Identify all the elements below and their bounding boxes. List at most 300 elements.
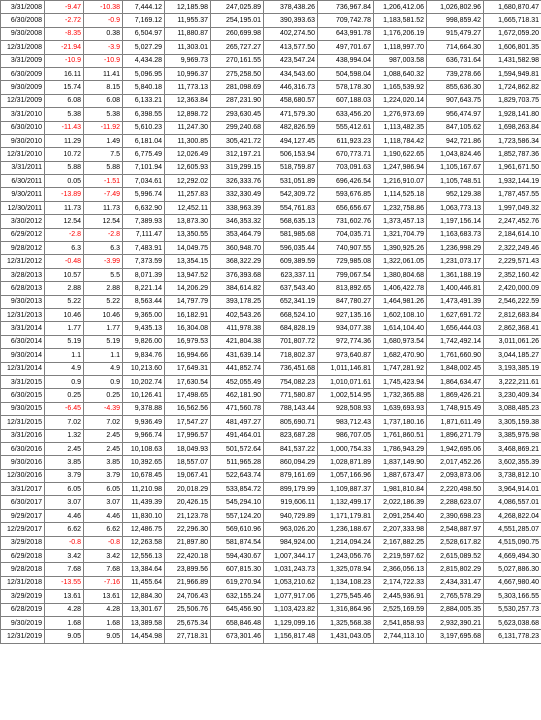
table-cell[interactable]: 5.5: [84, 268, 123, 281]
table-cell[interactable]: 545,294.10: [211, 496, 264, 509]
table-cell[interactable]: 633,456.20: [318, 108, 374, 121]
table-cell[interactable]: 270,161.55: [211, 54, 264, 67]
table-cell[interactable]: 6.08: [84, 94, 123, 107]
table-cell[interactable]: 652,341.19: [264, 295, 318, 308]
table-cell[interactable]: 1.1: [84, 349, 123, 362]
table-cell[interactable]: 5.22: [45, 295, 84, 308]
table-cell[interactable]: 4.46: [84, 509, 123, 522]
table-cell[interactable]: 2,017,452.26: [427, 456, 484, 469]
date-cell[interactable]: 12/30/2011: [1, 201, 45, 214]
table-cell[interactable]: 6.62: [45, 523, 84, 536]
table-cell[interactable]: 4,268,822.04: [484, 509, 541, 522]
date-cell[interactable]: 6/30/2016: [1, 442, 45, 455]
table-cell[interactable]: 754,082.23: [264, 375, 318, 388]
date-cell[interactable]: 3/31/2009: [1, 54, 45, 67]
table-cell[interactable]: 6,133.21: [123, 94, 165, 107]
table-cell[interactable]: 16,994.66: [165, 349, 211, 362]
table-cell[interactable]: -10.38: [84, 1, 123, 14]
table-cell[interactable]: 438,994.04: [318, 54, 374, 67]
date-cell[interactable]: 12/29/2017: [1, 523, 45, 536]
table-cell[interactable]: 11,300.85: [165, 134, 211, 147]
table-cell[interactable]: 636,731.64: [427, 54, 484, 67]
table-cell[interactable]: 972,774.36: [318, 335, 374, 348]
table-cell[interactable]: 11.29: [45, 134, 84, 147]
table-cell[interactable]: 17,630.54: [165, 375, 211, 388]
table-cell[interactable]: 319,299.15: [211, 161, 264, 174]
table-cell[interactable]: 542,309.72: [264, 188, 318, 201]
table-cell[interactable]: 813,892.65: [318, 282, 374, 295]
table-cell[interactable]: 14,797.79: [165, 295, 211, 308]
table-cell[interactable]: 1,390,925.26: [374, 242, 427, 255]
date-cell[interactable]: 3/31/2016: [1, 429, 45, 442]
table-cell[interactable]: 1,156,817.48: [264, 630, 318, 643]
table-cell[interactable]: 1,981,810.84: [374, 483, 427, 496]
table-cell[interactable]: -7.16: [84, 576, 123, 589]
table-cell[interactable]: 983,712.43: [318, 416, 374, 429]
table-cell[interactable]: 1,606,801.35: [484, 41, 541, 54]
table-cell[interactable]: 1,026,802.96: [427, 1, 484, 14]
table-cell[interactable]: 390,393.63: [264, 14, 318, 27]
table-cell[interactable]: 998,859.42: [427, 14, 484, 27]
table-cell[interactable]: 673,301.46: [211, 630, 264, 643]
table-cell[interactable]: 963,026.20: [264, 523, 318, 536]
table-cell[interactable]: 1,057,166.96: [318, 469, 374, 482]
table-cell[interactable]: 16,562.56: [165, 402, 211, 415]
table-cell[interactable]: 1,732,365.88: [374, 389, 427, 402]
table-cell[interactable]: 736,967.84: [318, 1, 374, 14]
table-cell[interactable]: 2,288,623.07: [427, 496, 484, 509]
table-cell[interactable]: 3,230,409.34: [484, 389, 541, 402]
table-cell[interactable]: 20,426.15: [165, 496, 211, 509]
table-cell[interactable]: 11.73: [45, 201, 84, 214]
table-cell[interactable]: 0.38: [84, 27, 123, 40]
table-cell[interactable]: 13.61: [45, 590, 84, 603]
table-cell[interactable]: 1,896,271.79: [427, 429, 484, 442]
table-cell[interactable]: 471,560.78: [211, 402, 264, 415]
table-cell[interactable]: 522,643.74: [211, 469, 264, 482]
table-cell[interactable]: 4.46: [45, 509, 84, 522]
table-cell[interactable]: 645,456.90: [211, 603, 264, 616]
table-cell[interactable]: 275,258.50: [211, 67, 264, 80]
table-cell[interactable]: 471,579.30: [264, 108, 318, 121]
table-cell[interactable]: 3,193,385.19: [484, 362, 541, 375]
table-cell[interactable]: 8,563.44: [123, 295, 165, 308]
table-cell[interactable]: 8,221.14: [123, 282, 165, 295]
date-cell[interactable]: 3/31/2015: [1, 375, 45, 388]
date-cell[interactable]: 9/30/2011: [1, 188, 45, 201]
table-cell[interactable]: 1,745,423.94: [374, 375, 427, 388]
table-cell[interactable]: 497,701.67: [318, 41, 374, 54]
table-cell[interactable]: 1,464,981.26: [374, 295, 427, 308]
table-cell[interactable]: 847,105.62: [427, 121, 484, 134]
table-cell[interactable]: 5.88: [45, 161, 84, 174]
table-cell[interactable]: 2,352,160.42: [484, 268, 541, 281]
table-cell[interactable]: 596,035.44: [264, 242, 318, 255]
table-cell[interactable]: -1.51: [84, 175, 123, 188]
table-cell[interactable]: 899,179.99: [264, 483, 318, 496]
table-cell[interactable]: 254,195.01: [211, 14, 264, 27]
table-cell[interactable]: 1,275,545.46: [318, 590, 374, 603]
table-cell[interactable]: 441,852.74: [211, 362, 264, 375]
table-cell[interactable]: 518,759.87: [264, 161, 318, 174]
table-cell[interactable]: 1,325,078.94: [318, 563, 374, 576]
table-cell[interactable]: 2,091,254.40: [374, 509, 427, 522]
table-cell[interactable]: 6,775.49: [123, 148, 165, 161]
table-cell[interactable]: 9,378.88: [123, 402, 165, 415]
table-cell[interactable]: -0.8: [45, 536, 84, 549]
table-cell[interactable]: 6.08: [45, 94, 84, 107]
table-cell[interactable]: 2,548,887.97: [427, 523, 484, 536]
table-cell[interactable]: 1,361,188.19: [427, 268, 484, 281]
table-cell[interactable]: 6,131,778.23: [484, 630, 541, 643]
table-cell[interactable]: 1,232,758.86: [374, 201, 427, 214]
table-cell[interactable]: 14,049.75: [165, 242, 211, 255]
table-cell[interactable]: 2,615,089.52: [427, 550, 484, 563]
table-cell[interactable]: 446,316.73: [264, 81, 318, 94]
date-cell[interactable]: 12/31/2012: [1, 255, 45, 268]
table-cell[interactable]: 1.77: [45, 322, 84, 335]
table-cell[interactable]: 7,444.12: [123, 1, 165, 14]
date-cell[interactable]: 9/30/2019: [1, 616, 45, 629]
table-cell[interactable]: 8.15: [84, 81, 123, 94]
table-cell[interactable]: 1,928,141.80: [484, 108, 541, 121]
table-cell[interactable]: 1,848,002.45: [427, 362, 484, 375]
table-cell[interactable]: 3,738,812.10: [484, 469, 541, 482]
table-cell[interactable]: 2,093,873.06: [427, 469, 484, 482]
table-cell[interactable]: 1,236,998.29: [427, 242, 484, 255]
table-cell[interactable]: 17,996.57: [165, 429, 211, 442]
table-cell[interactable]: 594,430.67: [211, 550, 264, 563]
table-cell[interactable]: 13,350.55: [165, 228, 211, 241]
table-cell[interactable]: 1,322,061.05: [374, 255, 427, 268]
table-cell[interactable]: 4.9: [84, 362, 123, 375]
table-cell[interactable]: 1,236,188.67: [318, 523, 374, 536]
table-cell[interactable]: 511,965.28: [211, 456, 264, 469]
table-cell[interactable]: 1.68: [45, 616, 84, 629]
table-cell[interactable]: 16.11: [45, 67, 84, 80]
table-cell[interactable]: 5,840.18: [123, 81, 165, 94]
date-cell[interactable]: 6/30/2010: [1, 121, 45, 134]
table-cell[interactable]: 1,787,457.55: [484, 188, 541, 201]
date-cell[interactable]: 6/29/2012: [1, 228, 45, 241]
table-cell[interactable]: 4,515,090.75: [484, 536, 541, 549]
table-cell[interactable]: 1.32: [45, 429, 84, 442]
table-cell[interactable]: 696,426.54: [318, 175, 374, 188]
table-cell[interactable]: 1,724,862.82: [484, 81, 541, 94]
table-cell[interactable]: 619,270.94: [211, 576, 264, 589]
table-cell[interactable]: 5,610.23: [123, 121, 165, 134]
table-cell[interactable]: 6.62: [84, 523, 123, 536]
date-cell[interactable]: 6/30/2009: [1, 67, 45, 80]
date-cell[interactable]: 3/31/2011: [1, 161, 45, 174]
table-cell[interactable]: 25,675.34: [165, 616, 211, 629]
table-cell[interactable]: 1,176,206.19: [374, 27, 427, 40]
table-cell[interactable]: 12,556.13: [123, 550, 165, 563]
table-cell[interactable]: 3.79: [84, 469, 123, 482]
table-cell[interactable]: 12.54: [84, 215, 123, 228]
date-cell[interactable]: 3/29/2018: [1, 536, 45, 549]
table-cell[interactable]: 2,765,578.29: [427, 590, 484, 603]
table-cell[interactable]: 703,091.63: [318, 161, 374, 174]
table-cell[interactable]: 1,431,043.05: [318, 630, 374, 643]
table-cell[interactable]: 3,468,869.21: [484, 442, 541, 455]
table-cell[interactable]: 2,744,113.10: [374, 630, 427, 643]
table-cell[interactable]: 11,880.87: [165, 27, 211, 40]
table-cell[interactable]: 555,412.61: [318, 121, 374, 134]
table-cell[interactable]: 7,389.93: [123, 215, 165, 228]
table-cell[interactable]: 7.5: [84, 148, 123, 161]
date-cell[interactable]: 3/29/2019: [1, 590, 45, 603]
table-cell[interactable]: 879,161.69: [264, 469, 318, 482]
date-cell[interactable]: 12/31/2014: [1, 362, 45, 375]
table-cell[interactable]: 11,210.98: [123, 483, 165, 496]
table-cell[interactable]: 0.25: [84, 389, 123, 402]
table-cell[interactable]: 1,214,094.24: [318, 536, 374, 549]
table-cell[interactable]: 581,985.68: [264, 228, 318, 241]
table-cell[interactable]: 1,761,860.51: [374, 429, 427, 442]
table-cell[interactable]: 578,178.30: [318, 81, 374, 94]
table-cell[interactable]: 12.54: [45, 215, 84, 228]
date-cell[interactable]: 12/31/2008: [1, 41, 45, 54]
table-cell[interactable]: 10.72: [45, 148, 84, 161]
table-cell[interactable]: 1,961,671.50: [484, 161, 541, 174]
table-cell[interactable]: 281,098.69: [211, 81, 264, 94]
table-cell[interactable]: 6.3: [45, 242, 84, 255]
table-cell[interactable]: 632,155.24: [211, 590, 264, 603]
table-cell[interactable]: 1,473,491.39: [427, 295, 484, 308]
table-cell[interactable]: 1,088,640.32: [374, 67, 427, 80]
table-cell[interactable]: 12,363.84: [165, 94, 211, 107]
table-cell[interactable]: 11.41: [84, 67, 123, 80]
table-cell[interactable]: 1,672,059.20: [484, 27, 541, 40]
table-cell[interactable]: 21,966.89: [165, 576, 211, 589]
table-cell[interactable]: 13,354.15: [165, 255, 211, 268]
table-cell[interactable]: 701,807.72: [264, 335, 318, 348]
table-cell[interactable]: 287,231.90: [211, 94, 264, 107]
table-cell[interactable]: 9,969.73: [165, 54, 211, 67]
table-cell[interactable]: 643,991.78: [318, 27, 374, 40]
table-cell[interactable]: 24,706.43: [165, 590, 211, 603]
table-cell[interactable]: 402,274.50: [264, 27, 318, 40]
table-cell[interactable]: 22,296.30: [165, 523, 211, 536]
table-cell[interactable]: 2,184,614.10: [484, 228, 541, 241]
table-cell[interactable]: 11,303.01: [165, 41, 211, 54]
table-cell[interactable]: 2,812,683.84: [484, 308, 541, 321]
date-cell[interactable]: 12/31/2019: [1, 630, 45, 643]
table-cell[interactable]: 2,229,571.43: [484, 255, 541, 268]
table-cell[interactable]: -10.9: [45, 54, 84, 67]
table-cell[interactable]: 346,353.32: [211, 215, 264, 228]
table-cell[interactable]: 7.68: [84, 563, 123, 576]
table-cell[interactable]: 18,557.07: [165, 456, 211, 469]
table-cell[interactable]: 10,108.63: [123, 442, 165, 455]
table-cell[interactable]: 10,996.37: [165, 67, 211, 80]
table-cell[interactable]: 13.61: [84, 590, 123, 603]
table-cell[interactable]: 11,257.83: [165, 188, 211, 201]
table-cell[interactable]: 1,134,108.23: [318, 576, 374, 589]
table-cell[interactable]: -0.8: [84, 536, 123, 549]
table-cell[interactable]: 5.38: [45, 108, 84, 121]
table-cell[interactable]: -0.9: [84, 14, 123, 27]
table-cell[interactable]: 7.68: [45, 563, 84, 576]
table-cell[interactable]: 1,043,824.46: [427, 148, 484, 161]
table-cell[interactable]: 1,614,104.40: [374, 322, 427, 335]
table-cell[interactable]: 3,197,695.68: [427, 630, 484, 643]
table-cell[interactable]: 569,610.96: [211, 523, 264, 536]
table-cell[interactable]: 1,118,997.70: [374, 41, 427, 54]
table-cell[interactable]: 5,027.29: [123, 41, 165, 54]
table-cell[interactable]: 12,263.58: [123, 536, 165, 549]
table-cell[interactable]: 504,598.04: [318, 67, 374, 80]
table-cell[interactable]: 2,366,056.13: [374, 563, 427, 576]
table-cell[interactable]: 2,167,882.25: [374, 536, 427, 549]
table-cell[interactable]: 1,431,582.98: [484, 54, 541, 67]
table-cell[interactable]: 1,852,787.36: [484, 148, 541, 161]
table-cell[interactable]: 4.9: [45, 362, 84, 375]
table-cell[interactable]: 1,105,748.51: [427, 175, 484, 188]
table-cell[interactable]: 1.1: [45, 349, 84, 362]
table-cell[interactable]: 1.68: [84, 616, 123, 629]
table-cell[interactable]: 1,105,167.67: [427, 161, 484, 174]
table-cell[interactable]: 326,333.76: [211, 175, 264, 188]
table-cell[interactable]: 611,923.23: [318, 134, 374, 147]
table-cell[interactable]: 729,985.08: [318, 255, 374, 268]
table-cell[interactable]: 11,955.37: [165, 14, 211, 27]
table-cell[interactable]: 5.88: [84, 161, 123, 174]
table-cell[interactable]: -21.94: [45, 41, 84, 54]
table-cell[interactable]: 481,497.27: [211, 416, 264, 429]
table-cell[interactable]: 494,127.45: [264, 134, 318, 147]
table-cell[interactable]: 1,380,804.68: [374, 268, 427, 281]
table-cell[interactable]: 581,874.54: [211, 536, 264, 549]
table-cell[interactable]: 376,393.68: [211, 268, 264, 281]
table-cell[interactable]: 3.07: [84, 496, 123, 509]
date-cell[interactable]: 12/31/2009: [1, 94, 45, 107]
table-cell[interactable]: 568,635.13: [264, 215, 318, 228]
table-cell[interactable]: 5,303,166.55: [484, 590, 541, 603]
table-cell[interactable]: 501,572.64: [211, 442, 264, 455]
table-cell[interactable]: 1,786,943.29: [374, 442, 427, 455]
table-cell[interactable]: 860,094.29: [264, 456, 318, 469]
table-cell[interactable]: 1,129,099.16: [264, 616, 318, 629]
table-cell[interactable]: 2,022,186.39: [374, 496, 427, 509]
table-cell[interactable]: 13,947.52: [165, 268, 211, 281]
table-cell[interactable]: 684,828.19: [264, 322, 318, 335]
table-cell[interactable]: 709,742.78: [318, 14, 374, 27]
date-cell[interactable]: 9/29/2017: [1, 509, 45, 522]
table-cell[interactable]: 1,000,754.33: [318, 442, 374, 455]
table-cell[interactable]: 1,163,683.73: [427, 228, 484, 241]
table-cell[interactable]: 10,392.65: [123, 456, 165, 469]
date-cell[interactable]: 3/31/2017: [1, 483, 45, 496]
table-cell[interactable]: 1,680,973.54: [374, 335, 427, 348]
table-cell[interactable]: 4,669,494.30: [484, 550, 541, 563]
table-cell[interactable]: 1,206,412.06: [374, 1, 427, 14]
table-cell[interactable]: 1,665,718.31: [484, 14, 541, 27]
table-cell[interactable]: -11.92: [84, 121, 123, 134]
table-cell[interactable]: 2,528,617.82: [427, 536, 484, 549]
table-cell[interactable]: 7,483.91: [123, 242, 165, 255]
date-cell[interactable]: 6/30/2008: [1, 14, 45, 27]
table-cell[interactable]: 714,664.30: [427, 41, 484, 54]
table-cell[interactable]: 16,182.91: [165, 308, 211, 321]
table-cell[interactable]: 360,948.70: [211, 242, 264, 255]
table-cell[interactable]: 7.02: [45, 416, 84, 429]
table-cell[interactable]: 952,129.38: [427, 188, 484, 201]
table-cell[interactable]: 9,936.49: [123, 416, 165, 429]
table-cell[interactable]: 353,464.79: [211, 228, 264, 241]
table-cell[interactable]: 15.74: [45, 81, 84, 94]
table-cell[interactable]: 2.88: [84, 282, 123, 295]
table-cell[interactable]: 6,504.97: [123, 27, 165, 40]
table-cell[interactable]: 607,188.03: [318, 94, 374, 107]
table-cell[interactable]: 739,278.66: [427, 67, 484, 80]
table-cell[interactable]: 16,304.08: [165, 322, 211, 335]
date-cell[interactable]: 3/30/2012: [1, 215, 45, 228]
table-cell[interactable]: 12,884.30: [123, 590, 165, 603]
table-cell[interactable]: 1,224,020.14: [374, 94, 427, 107]
table-cell[interactable]: 1.77: [84, 322, 123, 335]
table-cell[interactable]: 9.05: [84, 630, 123, 643]
table-cell[interactable]: 1,748,915.49: [427, 402, 484, 415]
table-cell[interactable]: 1,321,704.79: [374, 228, 427, 241]
table-cell[interactable]: 14,454.98: [123, 630, 165, 643]
table-cell[interactable]: 1,871,611.49: [427, 416, 484, 429]
table-cell[interactable]: 6,181.04: [123, 134, 165, 147]
table-cell[interactable]: 2.45: [45, 442, 84, 455]
table-cell[interactable]: 2,445,936.91: [374, 590, 427, 603]
table-cell[interactable]: 27,718.31: [165, 630, 211, 643]
table-cell[interactable]: 4,551,285.07: [484, 523, 541, 536]
table-cell[interactable]: 1,063,773.13: [427, 201, 484, 214]
table-cell[interactable]: 17,649.31: [165, 362, 211, 375]
table-cell[interactable]: 458,680.57: [264, 94, 318, 107]
table-cell[interactable]: 17,498.65: [165, 389, 211, 402]
table-cell[interactable]: 9,966.74: [123, 429, 165, 442]
table-cell[interactable]: 17,547.27: [165, 416, 211, 429]
table-cell[interactable]: 4.28: [84, 603, 123, 616]
table-cell[interactable]: 2,219,597.62: [374, 550, 427, 563]
date-cell[interactable]: 9/28/2012: [1, 242, 45, 255]
table-cell[interactable]: 7,169.12: [123, 14, 165, 27]
table-cell[interactable]: 378,438.26: [264, 1, 318, 14]
table-cell[interactable]: 11,773.13: [165, 81, 211, 94]
table-cell[interactable]: -8.35: [45, 27, 84, 40]
table-cell[interactable]: 919,606.11: [264, 496, 318, 509]
table-cell[interactable]: 5,530,257.73: [484, 603, 541, 616]
table-cell[interactable]: 1,837,149.90: [374, 456, 427, 469]
table-cell[interactable]: 668,524.10: [264, 308, 318, 321]
table-cell[interactable]: 293,630.45: [211, 108, 264, 121]
table-cell[interactable]: 656,656.67: [318, 201, 374, 214]
table-cell[interactable]: 23,899.56: [165, 563, 211, 576]
table-cell[interactable]: 491,464.01: [211, 429, 264, 442]
table-cell[interactable]: 10.46: [45, 308, 84, 321]
table-cell[interactable]: 332,330.49: [211, 188, 264, 201]
table-cell[interactable]: -3.9: [84, 41, 123, 54]
table-cell[interactable]: 21,123.78: [165, 509, 211, 522]
table-cell[interactable]: 1,639,693.93: [374, 402, 427, 415]
table-cell[interactable]: 260,699.98: [211, 27, 264, 40]
table-cell[interactable]: 2,434,331.47: [427, 576, 484, 589]
table-cell[interactable]: 1,869,426.21: [427, 389, 484, 402]
table-cell[interactable]: 986,707.05: [318, 429, 374, 442]
date-cell[interactable]: 9/30/2014: [1, 349, 45, 362]
table-cell[interactable]: 5.22: [84, 295, 123, 308]
table-cell[interactable]: 299,240.68: [211, 121, 264, 134]
table-cell[interactable]: 1,276,973.69: [374, 108, 427, 121]
table-cell[interactable]: 2,525,169.59: [374, 603, 427, 616]
